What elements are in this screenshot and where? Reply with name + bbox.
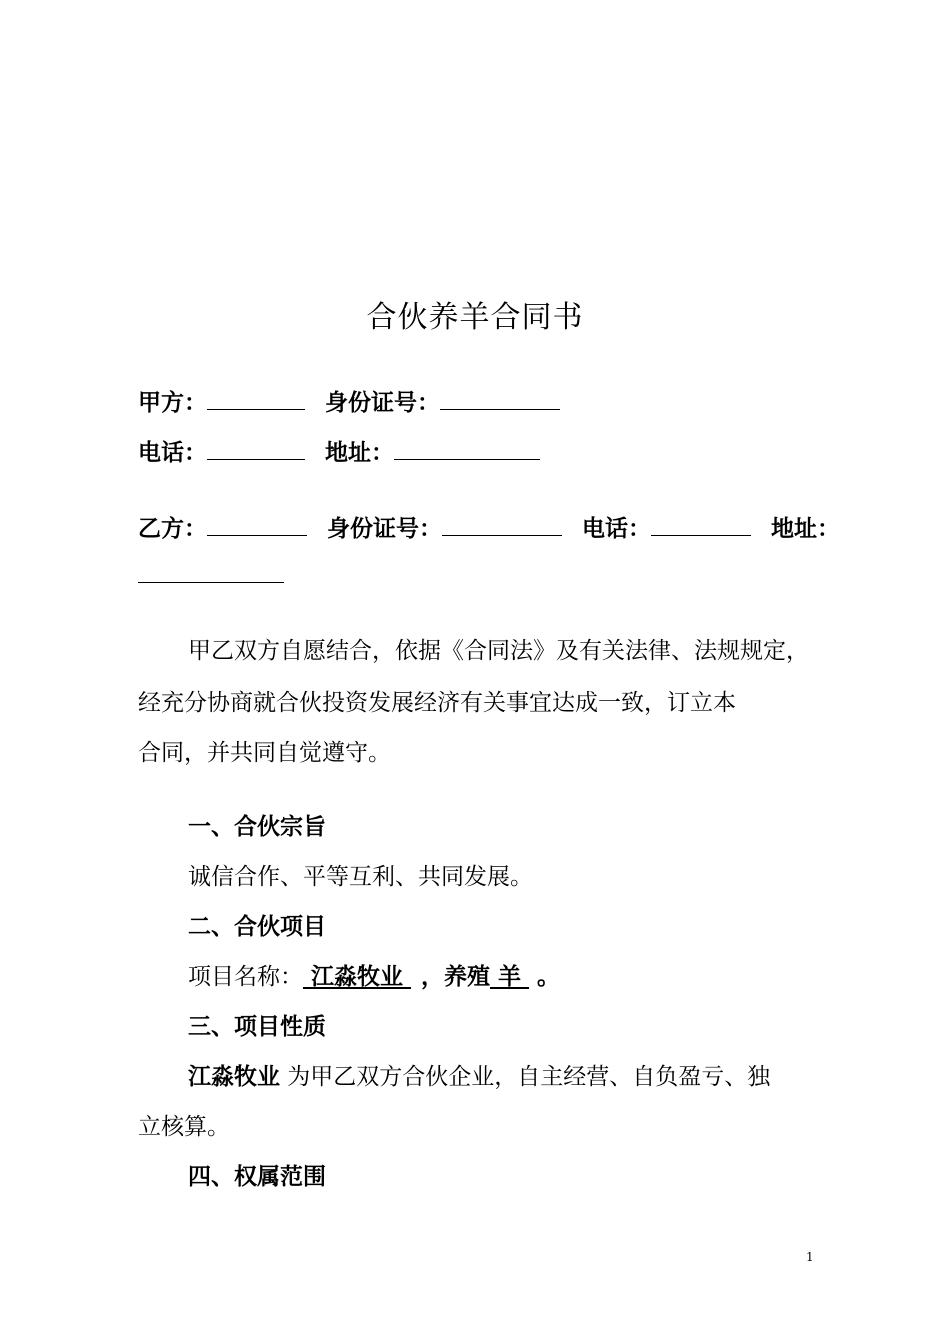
section-3-description: 为甲乙双方合伙企业，自主经营、自负盈亏、独 — [280, 1064, 771, 1090]
party-a-row — [138, 384, 560, 417]
project-name-label: 项目名称： — [188, 964, 303, 990]
section-1-text: 诚信合作、平等互利、共同发展。 — [188, 864, 533, 890]
section-4-heading: 四、权属范围 — [188, 1164, 326, 1190]
project-name-value: 江淼牧业 — [303, 964, 412, 990]
section-2-project-row — [188, 958, 560, 991]
party-b-row — [138, 510, 840, 543]
party-b-phone-blank — [651, 513, 751, 536]
section-3-heading: 三、项目性质 — [188, 1014, 326, 1040]
party-b-name-blank — [207, 513, 307, 536]
party-a-name-blank — [207, 387, 305, 410]
section-1-heading: 一、合伙宗旨 — [188, 814, 326, 840]
preamble-line-2: 经充分协商就合伙投资发展经济有关事宜达成一致，订立本 — [138, 690, 736, 716]
project-end-text: 。 — [537, 964, 561, 990]
party-a-id-label: 身份证号： — [325, 390, 441, 416]
project-mid-text: ，养殖 — [421, 964, 491, 990]
party-a-contact-row — [138, 434, 540, 467]
project-animal-value: 羊 — [490, 964, 530, 990]
party-b-id-blank — [442, 513, 562, 536]
company-name: 江淼牧业 — [188, 1064, 280, 1090]
party-a-label: 甲方： — [138, 390, 207, 416]
party-a-address-label: 地址： — [325, 440, 395, 466]
section-3-text-continued: 立核算。 — [138, 1114, 230, 1140]
preamble-line-1: 甲乙双方自愿结合，依据《合同法》及有关法律、法规规定， — [188, 638, 809, 664]
section-3-text — [188, 1058, 770, 1091]
contract-title: 合伙养羊合同书 — [366, 300, 584, 335]
preamble-line-3: 合同，并共同自觉遵守。 — [138, 740, 391, 766]
section-2-heading: 二、合伙项目 — [188, 914, 326, 940]
party-a-phone-blank — [207, 437, 305, 460]
party-b-id-label: 身份证号： — [327, 516, 443, 542]
party-a-phone-label: 电话： — [138, 440, 207, 466]
party-b-address-row — [138, 560, 284, 587]
party-b-label: 乙方： — [138, 516, 207, 542]
party-a-address-blank — [394, 437, 540, 460]
party-b-phone-label: 电话： — [582, 516, 652, 542]
page-number: 1 — [806, 1250, 814, 1264]
party-b-address-label: 地址： — [771, 516, 841, 542]
party-a-id-blank — [440, 387, 560, 410]
party-b-address-blank — [138, 560, 284, 583]
